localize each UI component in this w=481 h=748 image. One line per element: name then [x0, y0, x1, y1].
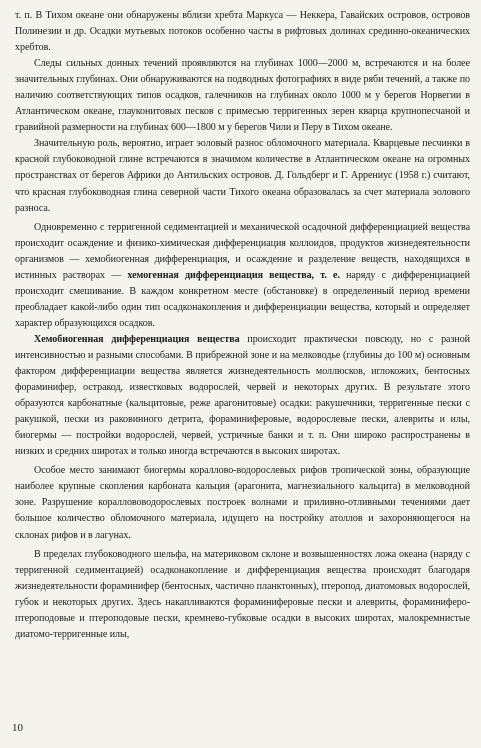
- paragraph-bold-heading: Хемобиогенная дифференциация вещества: [34, 333, 240, 345]
- paragraph-bottom-currents: Следы сильных донных течений проявляются на глубинах 1000—2000 м, встречаются и на более значительных глубинах. Они обнаруживаются на подводных фотографиях в виде ряби течений, а также по наличию соответствующих типов осадков, галечников на глубинах около 1000 м у берегов Норвегии в Атлантическом океане, глауконитовых песков с примесью терригенных зерен кварца крупнопесчаной и гравийной размерности на глубинах 600—1800 м у берегов Чили и Перу в Тихом океане.: [15, 58, 470, 134]
- paragraph-reefs: Особое место занимают биогермы кораллово-водорослевых рифов тропической зоны, образующие наиболее крупные скопления карбоната кальция (арагонита, магнезиального кальцита) в мелководной зоне. Разрушение кораллововодорослевых построек волнами и приливно-отливными течениями дает большое количество обломочного материала, идущего на постройку атоллов и захороняющегося на склонах рифов и в лагунах.: [15, 465, 470, 541]
- paragraph-bold-term: хемогенная дифференциация вещества, т. е.: [127, 269, 340, 281]
- paragraph-text-after: происходит практически повсюду, но с разной интенсивностью и разными способами. В прибрежной зоне и на мелководье (глубины до 100 м) основным фактором дифференциации вещества является жизнедеятельность моллюсков, иглокожих, бентосных фораминифер, остракод, известковых водорослей, червей и некоторых других. В результате этого образуются карбонатные (кальцитовые, реже арагонитовые) осадки: ракушечники, терригенные пески с ракушкой, пески из раковинного детрита, фораминиферовые, водорослевые пески, алевриты и илы, биогермы — постройки водорослей, червей, устричные банки и т. п. Они широко распространены в низких и средних широтах и только иногда встречаются в высоких широтах.: [15, 333, 471, 458]
- page-number: 10: [12, 722, 23, 734]
- paragraph-deep-shelf: В пределах глубоководного шельфа, на материковом склоне и возвышенностях ложа океана (наряду с терригенной седиментацией) осадконакопление и дифференциация вещества происходят благодаря жизнедеятельности фораминифер (бентосных, частично планктонных), птеропод, диатомовых водорослей, губок и некоторых других. Здесь накапливаются фораминиферовые пески и алевриты, фораминиферо-птероподовые и птероподовые пески, кремнево-губковые осадки в высоких широтах, малокремнистые диатомо-терригенные илы,: [15, 548, 470, 640]
- page-body: [15, 8, 470, 643]
- paragraph-chemobiogenic: [15, 332, 470, 460]
- paragraph-continued: т. п. В Тихом океане они обнаружены вблизи хребта Маркуса — Неккера, Гавайских островов, островов Полинезии и др. Осадки мутьевых потоков особенно часты в рифтовых долинах срединно-океанических хребтов.: [15, 10, 470, 54]
- paragraph-text-after: наряду с дифференциацией происходит смешивание. В каждом конкретном месте (обстановке) в определенный период времени преобладает какой-либо один тип осадконакопления и дифференциации вещества, который и определяет характер образующихся осадков.: [15, 269, 470, 329]
- paragraph-differentiation: [15, 220, 470, 332]
- paragraph-text-before: Одновременно с терригенной седиментацией и механической осадочной дифференциацией вещества происходит осаждение и физико-химическая дифференциация коллоидов, продуктов жизнедеятельности организмов — хемобиогенная дифференциация, и осаждение и разделение веществ, находящихся в истинных растворах —: [15, 221, 470, 281]
- paragraph-eolian-transport: Значительную роль, вероятно, играет эоловый разнос обломочного материала. Кварцевые песчинки в красной глубоководной глине встречаются в значимом количестве в Атлантическом океане на огромных пространствах от берегов Африки до Антильских островов. Д. Гольдберг и Г. Аррениус (1958 г.) считают, что красная глубоководная глина северной части Тихого океана образовалась за счет материала эолового разноса.: [15, 138, 470, 214]
